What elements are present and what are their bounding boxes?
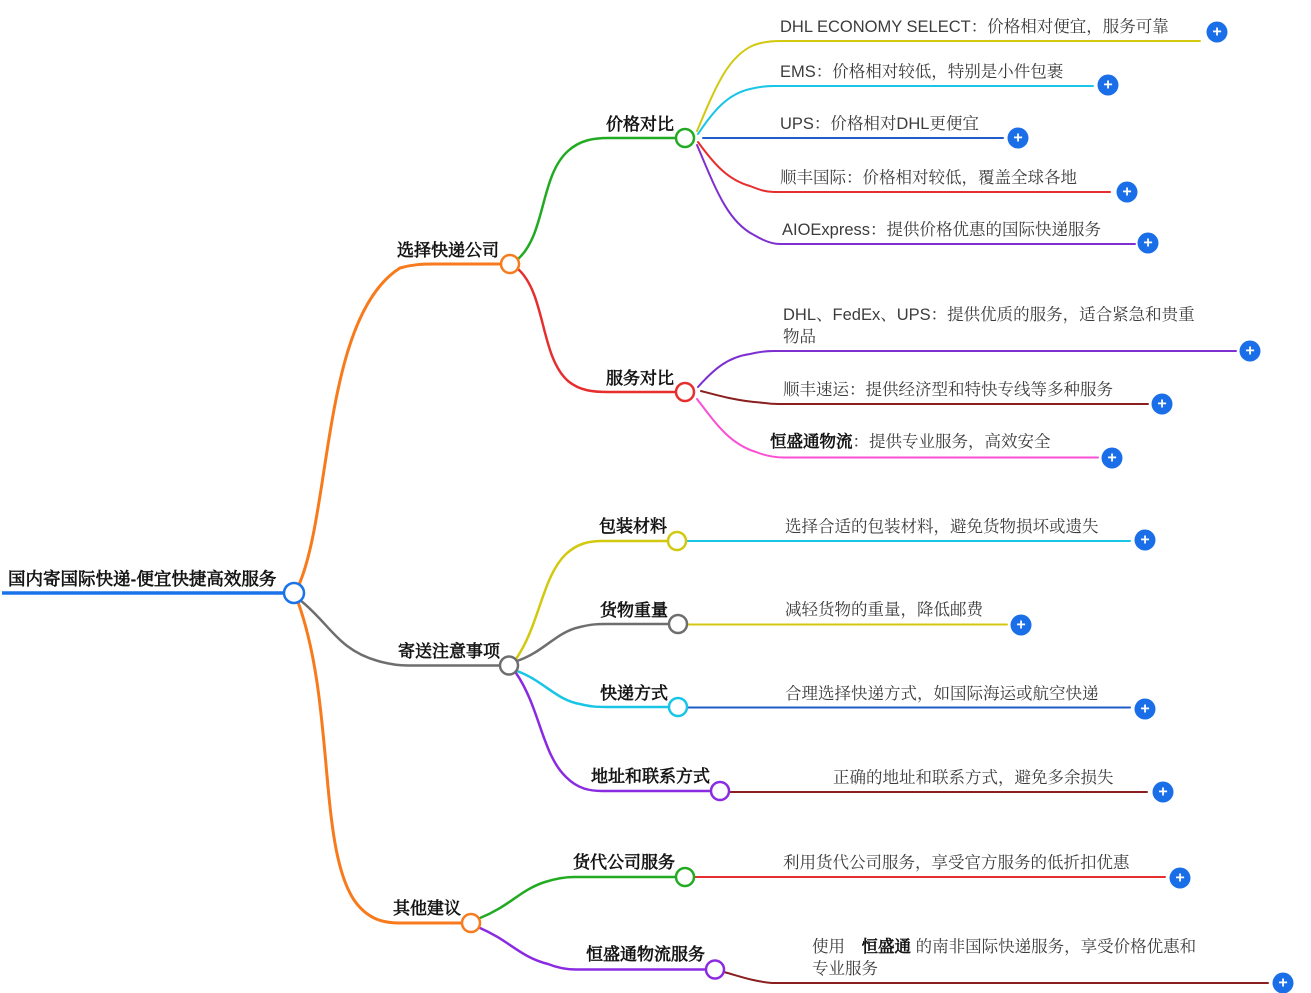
sub-label-shipping-method: 快递方式: [600, 684, 668, 703]
leaf-text-ems: EMS：价格相对较低，特别是小件包裹: [780, 63, 1064, 81]
add-node-button[interactable]: +: [1011, 615, 1032, 636]
sub-label-address-contact: 地址和联系方式: [591, 767, 710, 786]
branch-label-other-advice: 其他建议: [393, 899, 461, 918]
node-cargo-weight[interactable]: [669, 615, 687, 633]
branch-label-shipping-notes: 寄送注意事项: [398, 642, 500, 661]
add-node-button[interactable]: +: [1102, 448, 1123, 469]
sub-label-packing-material: 包装材料: [599, 517, 667, 536]
sub-label-freight-forwarder: 货代公司服务: [573, 853, 675, 872]
leaf-text-aioexpress: AIOExpress：提供价格优惠的国际快递服务: [782, 221, 1102, 239]
leaf-text-ups: UPS：价格相对DHL更便宜: [780, 115, 979, 133]
add-node-button[interactable]: +: [1135, 699, 1156, 720]
add-node-button[interactable]: +: [1135, 530, 1156, 551]
brand-name: 恒盛通物流: [770, 433, 853, 451]
leaf-text-line2: 专业服务: [812, 959, 878, 978]
add-node-button[interactable]: +: [1008, 128, 1029, 149]
branch-label-choose-courier: 选择快递公司: [397, 241, 499, 260]
connector-freight-forwarder: [480, 877, 676, 918]
leaf-text-prefix: 使用: [812, 938, 862, 956]
add-node-button[interactable]: +: [1098, 75, 1119, 96]
node-freight-forwarder[interactable]: [676, 868, 694, 886]
sub-label-service-compare: 服务对比: [606, 369, 674, 388]
leaf-text-line1: DHL、FedEx、UPS：提供优质的服务，适合紧急和贵重: [783, 306, 1195, 324]
brand-name: 恒盛通: [861, 938, 911, 956]
leaf-text-dhl-fedex-ups: [783, 305, 1263, 348]
root-label: 国内寄国际快递-便宜快捷高效服务: [8, 569, 277, 589]
leaf-text-sf-intl: 顺丰国际：价格相对较低，覆盖全球各地: [780, 169, 1077, 187]
leaf-text-weight: 减轻货物的重量，降低邮费: [785, 601, 983, 619]
node-service-compare[interactable]: [676, 383, 694, 401]
node-address-contact[interactable]: [711, 782, 729, 800]
leaf-text-line1-rest: 的南非国际快递服务，享受价格优惠和: [911, 938, 1197, 956]
leaf-text-dhl-economy: DHL ECONOMY SELECT：价格相对便宜，服务可靠: [780, 18, 1169, 36]
add-node-button[interactable]: +: [1207, 22, 1228, 43]
sub-label-hengshengtong-service: 恒盛通物流服务: [586, 945, 705, 964]
leaf-text-rest: ：提供专业服务，高效安全: [852, 433, 1051, 451]
node-choose-courier[interactable]: [501, 255, 519, 273]
add-node-button[interactable]: +: [1152, 394, 1173, 415]
add-node-button[interactable]: +: [1138, 233, 1159, 254]
sub-label-price-compare: 价格对比: [606, 115, 674, 134]
node-shipping-method[interactable]: [669, 698, 687, 716]
leaf-text-sf-express: 顺丰速运：提供经济型和特快专线等多种服务: [783, 381, 1113, 399]
node-packing-material[interactable]: [668, 532, 686, 550]
add-node-button[interactable]: +: [1153, 782, 1174, 803]
sub-label-cargo-weight: 货物重量: [600, 601, 668, 620]
add-node-button[interactable]: +: [1240, 341, 1261, 362]
leaf-text-method: 合理选择快递方式，如国际海运或航空快递: [785, 685, 1099, 703]
connector-cargo-weight: [517, 624, 669, 661]
leaf-text-address: 正确的地址和联系方式，避免多余损失: [833, 769, 1114, 787]
connector-price-compare: [518, 138, 676, 259]
root-node[interactable]: [284, 583, 304, 603]
node-hengshengtong-service[interactable]: [706, 961, 724, 979]
leaf-text-line2: 物品: [783, 327, 816, 346]
leaf-text-forwarder: 利用货代公司服务，享受官方服务的低折扣优惠: [783, 854, 1130, 872]
node-other-advice[interactable]: [462, 914, 480, 932]
node-price-compare[interactable]: [676, 129, 694, 147]
node-shipping-notes[interactable]: [500, 657, 518, 675]
leaf-text-hengshengtong-logistics: [770, 432, 1051, 454]
connector-choose-courier: [298, 264, 501, 587]
leaf-text-packing: 选择合适的包装材料，避免货物损坏或遗失: [785, 518, 1099, 536]
leaf-text-hengshengtong: [812, 937, 1282, 980]
add-node-button[interactable]: +: [1117, 182, 1138, 203]
add-node-button[interactable]: +: [1273, 973, 1294, 993]
add-node-button[interactable]: +: [1170, 868, 1191, 889]
